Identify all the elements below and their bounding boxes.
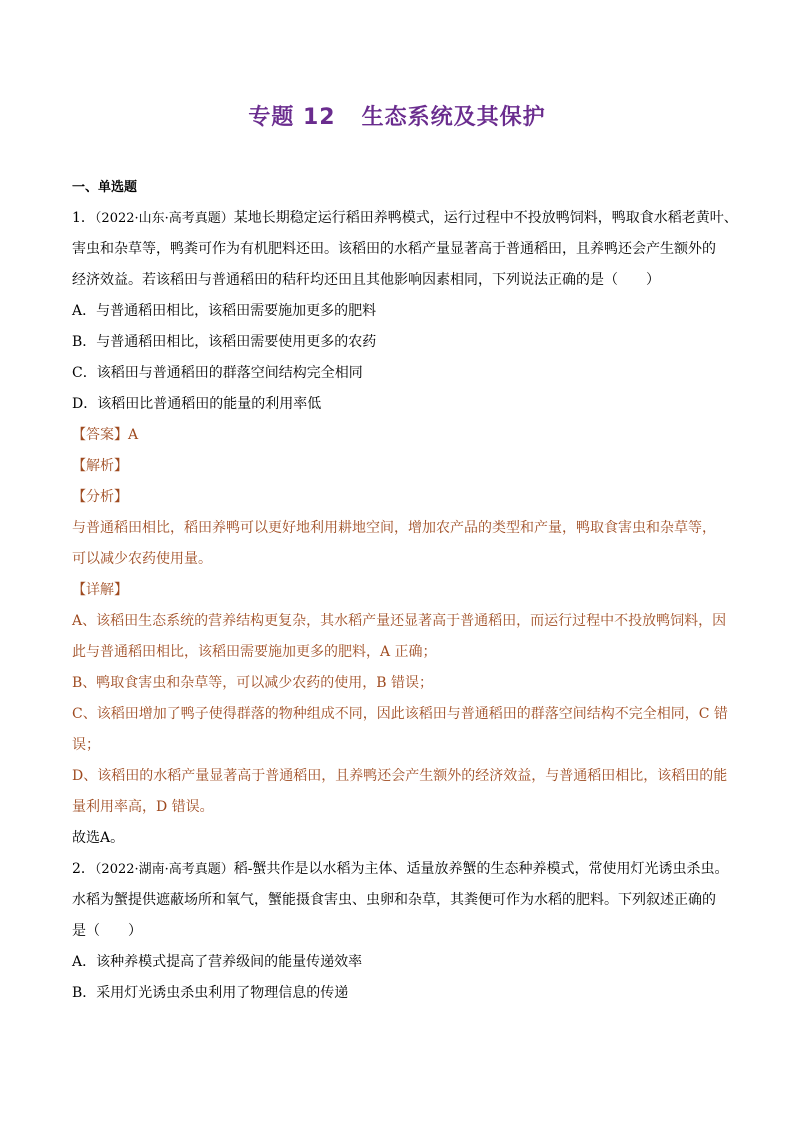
answer-label: 【答案】 xyxy=(72,427,128,443)
q2-option-a: A．该种养模式提高了营养级间的能量传递效率 xyxy=(72,954,363,970)
detail-line-5: 误； xyxy=(72,737,100,753)
detail-line-3: B、鸭取食害虫和杂草等，可以减少农药的使用，B 错误； xyxy=(72,675,434,691)
detail-line-4: C、该稻田增加了鸭子使得群落的物种组成不同，因此该稻田与普通稻田的群落空间结构不完全相同，C 错 xyxy=(72,706,728,722)
detail-line-2: 此与普通稻田相比，该稻田需要施加更多的肥料，A 正确； xyxy=(72,644,437,660)
q1-conclusion: 故选A。 xyxy=(72,830,125,846)
detail-label: 【详解】 xyxy=(72,582,128,598)
detail-line-6: D、该稻田的水稻产量显著高于普通稻田，且养鸭还会产生额外的经济效益，与普通稻田相比，该稻田的能 xyxy=(72,768,728,784)
detail-line-7: 量利用率高，D 错误。 xyxy=(72,799,214,815)
q1-source: （2022·山东·高考真题） xyxy=(94,211,234,226)
section-heading: 一、单选题 xyxy=(72,180,138,195)
q1-stem-line-1 xyxy=(72,203,738,234)
q1-number: 1． xyxy=(72,210,95,226)
q1-stem-text-1: 某地长期稳定运行稻田养鸭模式，运行过程中不投放鸭饲料，鸭取食水稻老黄叶、 xyxy=(233,210,738,226)
q1-option-a: A．与普通稻田相比，该稻田需要施加更多的肥料 xyxy=(72,303,377,319)
q2-stem-text-1: 稻-蟹共作是以水稻为主体、适量放养蟹的生态种养模式，常使用灯光诱虫杀虫。 xyxy=(233,861,729,877)
q1-option-c: C．该稻田与普通稻田的群落空间结构完全相同 xyxy=(72,365,363,381)
q2-stem-line-1 xyxy=(72,854,729,885)
q1-option-d: D．该稻田比普通稻田的能量的利用率低 xyxy=(72,396,322,412)
q1-answer xyxy=(72,420,726,451)
title-main: 生态系统及其保护 xyxy=(361,105,546,130)
fenxi-line-1: 与普通稻田相比，稻田养鸭可以更好地利用耕地空间，增加农产品的类型和产量，鸭取食害虫和杂草等， xyxy=(72,520,716,536)
title-prefix: 专题 12 xyxy=(248,105,336,130)
q2-stem-line-2: 水稻为蟹提供遮蔽场所和氧气，蟹能摄食害虫、虫卵和杂草，其粪便可作为水稻的肥料。下列叙述正确的 xyxy=(72,892,716,908)
fenxi-label: 【分析】 xyxy=(72,489,128,505)
answer-value: A xyxy=(128,427,139,443)
q2-option-b: B．采用灯光诱虫杀虫利用了物理信息的传递 xyxy=(72,985,349,1001)
q1-stem-line-3: 经济效益。若该稻田与普通稻田的秸秆均还田且其他影响因素相同，下列说法正确的是（ ） xyxy=(72,272,660,288)
q2-number: 2． xyxy=(72,861,95,877)
q1-option-b: B．与普通稻田相比，该稻田需要使用更多的农药 xyxy=(72,334,377,350)
detail-line-1: A、该稻田生态系统的营养结构更复杂，其水稻产量还显著高于普通稻田，而运行过程中不投放鸭饲料，因 xyxy=(72,613,727,629)
q2-stem-line-3: 是（ ） xyxy=(72,923,142,939)
analysis-label: 【解析】 xyxy=(72,458,128,474)
question-content xyxy=(72,203,738,1009)
page-title xyxy=(0,100,794,131)
q1-stem-line-2: 害虫和杂草等，鸭粪可作为有机肥料还田。该稻田的水稻产量显著高于普通稻田，且养鸭还会产生额外的 xyxy=(72,241,716,257)
q2-source: （2022·湖南·高考真题） xyxy=(94,862,234,877)
fenxi-line-2: 可以减少农药使用量。 xyxy=(72,551,212,567)
